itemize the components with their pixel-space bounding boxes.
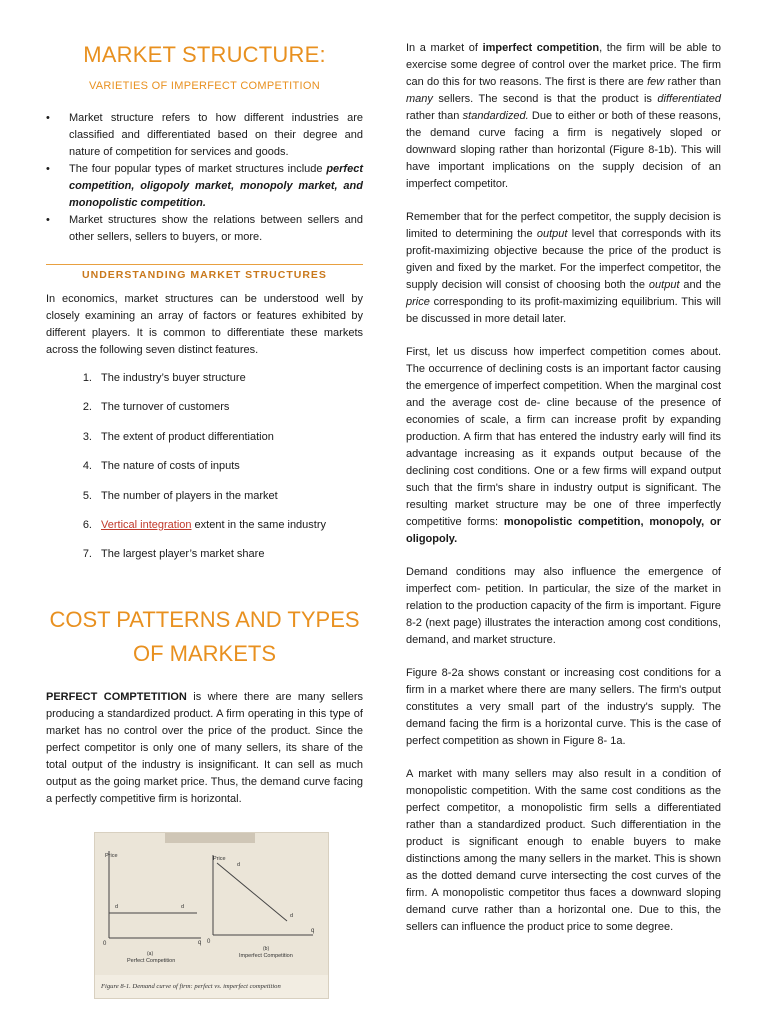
zero-label-b: 0 [207,939,211,945]
list-item: 3. The extent of product differentiation [82,430,274,443]
right-column [406,40,721,952]
list-item: 2. The turnover of customers [82,401,230,414]
summary-bullets [46,110,363,246]
page-title: MARKET STRUCTURE: [83,42,326,67]
price-label-a: Price [105,853,118,859]
list-item: 1. The industry’s buyer structure [82,372,246,384]
figure-caption: Figure 8-1. Demand curve of firm: perfect vs. imperfect competition [101,983,281,990]
d-label-a1: d [115,904,119,910]
fig-a-title: Perfect Competition [127,958,176,964]
paragraph: Figure 8-2a shows constant or increasing cost conditions for a firm in a market where there are many sellers. The firm's output constitutes a very small part of the industry's supply. The demand facing the firm is a horizontal curve. This is the case of perfect competition as shown in Figure 8- 1a. [406,667,721,747]
paragraph: Remember that for the perfect competitor, the supply decision is limited to determining the output level that corresponds with its profit-maximizing objective because the price of the product is given and fixed by the market. For the imperfect competitor, the supply decision will consist of choosing both the output and the price corresponding to its profit-maximizing equilibrium. This will be discussed in more detail later. [406,211,721,325]
list-item: 6. Vertical integration extent in the same industry [82,518,327,531]
bullet-item: • Market structure refers to how different industries are classified and differentiated based on their degree and nature of competition for services and goods. [46,112,363,158]
list-item: 7. The largest player’s market share [82,548,265,561]
paragraph: A market with many sellers may also result in a condition of monopolistic competition. With the same cost conditions as the perfect competitor, a monopolistic firm sells a differentiated rather than a standardized product. Such differentiation in the product is significant enough to enable buyers to make distinctions among the many sellers in the market. This is shown as the dotted demand curve intersecting the cost curves of the firm. A monopolistic competitor thus faces a downward sloping demand curve rather than a horizontal one. Due to this, the sellers can influence the product price to some degree. [406,768,721,933]
fig-b-title: Imperfect Competition [239,953,293,959]
list-item: 5. The number of players in the market [82,489,278,502]
q-label-b: q [311,928,315,934]
q-label-a: q [198,940,202,946]
vertical-integration-link[interactable]: Vertical integration [101,518,192,531]
list-item: 4. The nature of costs of inputs [82,460,240,473]
paragraph: First, let us discuss how imperfect competition comes about. The occurrence of declining costs is an important factor causing the emergence of imperfect competition. When the marginal cost and the average cost de- cline because of the presence of economies of scale, a firm can increase profit by expanding production. A firm that has entered the industry early will find its advantage increasing as it expands output because of the declining cost conditions. One or a few firms will expand output such that the firm's share in industry output is significant. The resulting market structure may be one of three imperfectly competitive forms: monopolistic competition, monopoly, or oligopoly. [406,346,721,545]
figure-image [94,832,329,999]
fig-a-label: (a) [147,951,154,957]
section-divider [46,264,363,265]
d-label-b2: d [290,913,294,919]
bullet-item: • Market structures show the relations between sellers and other sellers, sellers to buyers, or more. [46,214,363,243]
page-subtitle: VARIETIES OF IMPERFECT COMPETITION [88,80,321,92]
fig-b-label: (b) [263,946,270,952]
paragraph: Demand conditions may also influence the emergence of imperfect com- petition. In particular, the size of the market in relation to the production capacity of the firm is important. Figure 8-2 (next page) illustrates the interaction among cost conditions, demand, and market structure. [406,566,721,646]
left-column [46,40,363,808]
price-label-b: Price [213,856,226,862]
zero-label-a: 0 [103,941,107,947]
d-label-a2: d [181,904,185,910]
bullet-item: • The four popular types of market structures include perfect competition, oligopoly market, monopoly market, and monopolistic competition. [46,163,363,209]
intro-paragraph: In economics, market structures can be understood well by closely examining an array of factors or features exhibited by different players. It is common to differentiate these markets across the following seven distinct features. [46,293,363,356]
demand-curve-figure [95,833,328,998]
d-label-b1: d [237,862,241,868]
perfect-competition-paragraph: PERFECT COMPTETITION is where there are many sellers producing a standardized product. A firm operating in this type of market has no control over the price of the product. Since the perfect competitor is only one of many sellers, its share of the total output of the industry is insignificant. It can sell as much output as the going market price. Thus, the demand curve facing a perfectly competitive firm is horizontal. [46,690,363,805]
paragraph: In a market of imperfect competition, the firm will be able to exercise some degree of control over the market price. The firm can do this for two reasons. The first is there are few rather than many sellers. The second is that the product is differentiated rather than standardized. Due to either or both of these reasons, the demand curve facing a firm is negatively sloped or downward sloping rather than horizontal (Figure 8-1b). This will have important implications on the supply decision of an imperfect competitor. [406,42,721,190]
features-list [46,372,363,578]
section-heading: UNDERSTANDING MARKET STRUCTURES [82,269,327,281]
section-title: COST PATTERNS AND TYPES OF MARKETS [49,606,360,666]
